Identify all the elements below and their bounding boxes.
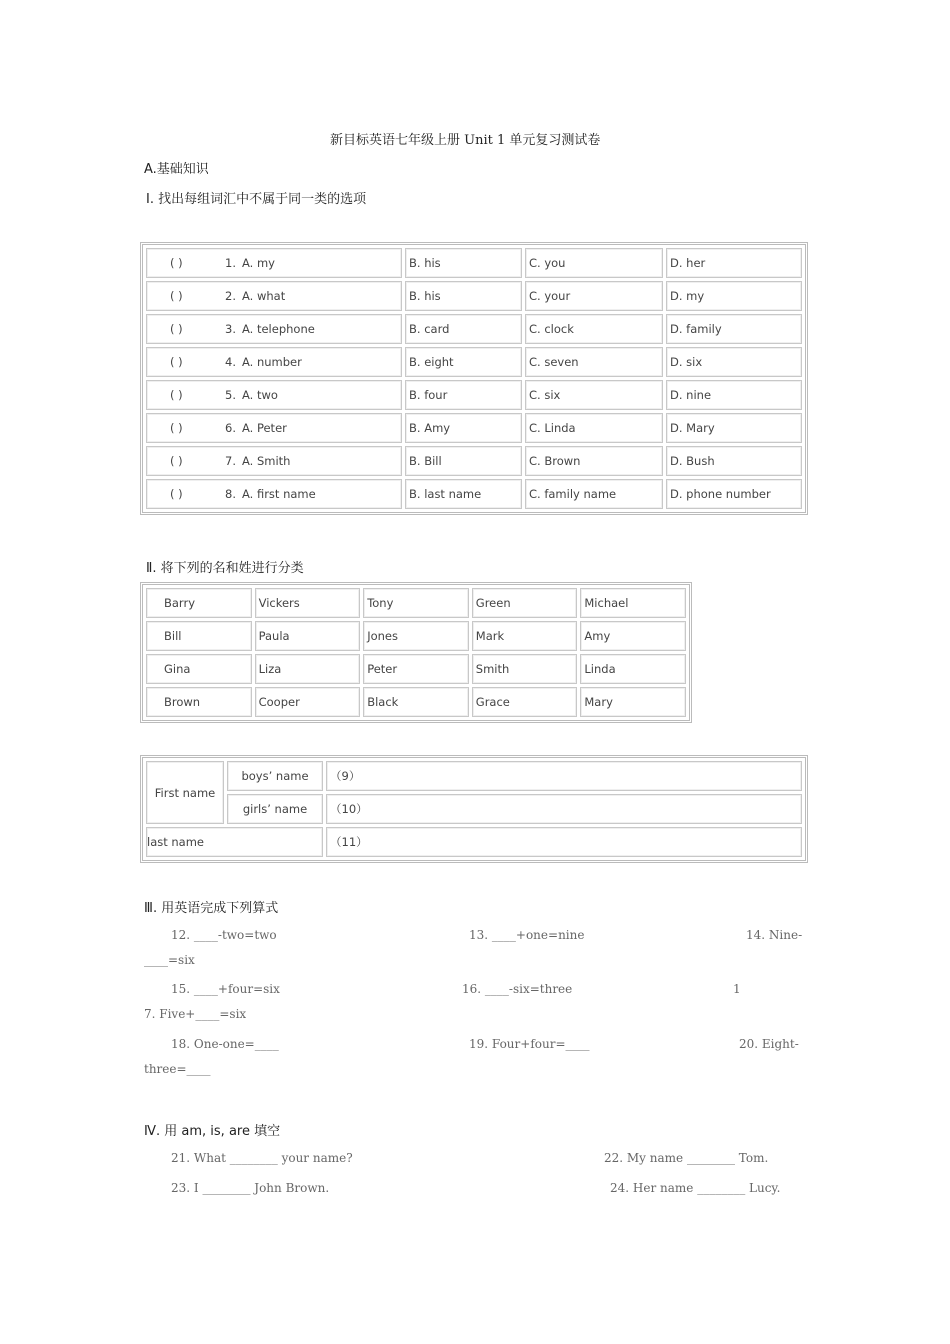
question-number: 6. [225, 421, 236, 435]
option-d: D. my [666, 281, 802, 311]
question-row [146, 314, 802, 344]
option-c: C. family name [525, 479, 663, 509]
option-a: A. number [241, 355, 302, 369]
answer-blank[interactable]: ( ) [170, 421, 183, 435]
section-1-heading: Ⅰ. 找出每组词汇中不属于同一类的选项 [146, 192, 367, 207]
option-a: A. Smith [241, 454, 291, 468]
question-19: 19. Four+four=____ [469, 1037, 590, 1051]
girls-name-label: girls’ name [227, 794, 323, 824]
question-row [146, 413, 802, 443]
question-number: 1. [225, 256, 236, 270]
question-cell [146, 413, 402, 443]
question-14: 14. Nine- [746, 928, 803, 942]
section-1-table [140, 242, 808, 515]
question-row [146, 479, 802, 509]
name-cell: Peter [363, 654, 469, 684]
name-cell: Bill [146, 621, 252, 651]
section-4-heading: Ⅳ. 用 am, is, are 填空 [144, 1124, 281, 1139]
question-15: 15. ____+four=six [171, 982, 280, 996]
question-20: 20. Eight- [739, 1037, 799, 1051]
name-cell: Vickers [255, 588, 361, 618]
name-cell: Liza [255, 654, 361, 684]
question-row [146, 446, 802, 476]
option-c: C. clock [525, 314, 663, 344]
names-row [146, 588, 686, 618]
option-d: D. her [666, 248, 802, 278]
question-13: 13. ____+one=nine [469, 928, 585, 942]
blank-11[interactable]: （11） [326, 827, 802, 857]
option-a: A. my [241, 256, 275, 270]
option-b: B. last name [405, 479, 522, 509]
question-18: 18. One-one=____ [171, 1037, 279, 1051]
question-23: 23. I ________ John Brown. [171, 1181, 330, 1195]
question-cell [146, 248, 402, 278]
option-b: B. four [405, 380, 522, 410]
question-cell [146, 347, 402, 377]
answer-blank[interactable]: ( ) [170, 355, 183, 369]
name-cell: Jones [363, 621, 469, 651]
question-cell [146, 314, 402, 344]
name-cell: Tony [363, 588, 469, 618]
name-cell: Smith [472, 654, 578, 684]
classify-table [140, 755, 808, 863]
question-row [146, 380, 802, 410]
names-row [146, 654, 686, 684]
option-a: A. first name [241, 487, 316, 501]
option-d: D. Mary [666, 413, 802, 443]
section-3-heading: Ⅲ. 用英语完成下列算式 [144, 901, 279, 916]
name-cell: Mark [472, 621, 578, 651]
option-c: C. your [525, 281, 663, 311]
name-cell: Brown [146, 687, 252, 717]
option-c: C. you [525, 248, 663, 278]
question-14-cont: ____=six [144, 953, 195, 967]
name-cell: Michael [580, 588, 686, 618]
option-b: B. his [405, 248, 522, 278]
question-21: 21. What ________ your name? [171, 1151, 353, 1165]
answer-blank[interactable]: ( ) [170, 322, 183, 336]
page-title: 新目标英语七年级上册 Unit 1 单元复习测试卷 [330, 133, 601, 148]
question-16: 16. ____-six=three [462, 982, 573, 996]
question-number: 3. [225, 322, 236, 336]
name-cell: Gina [146, 654, 252, 684]
name-cell: Mary [580, 687, 686, 717]
option-d: D. phone number [666, 479, 802, 509]
option-c: C. Linda [525, 413, 663, 443]
answer-blank[interactable]: ( ) [170, 487, 183, 501]
option-a: A. two [241, 388, 278, 402]
option-c: C. Brown [525, 446, 663, 476]
answer-blank[interactable]: ( ) [170, 454, 183, 468]
question-row [146, 248, 802, 278]
name-cell: Green [472, 588, 578, 618]
option-a: A. telephone [241, 322, 315, 336]
section-2-heading: Ⅱ. 将下列的名和姓进行分类 [146, 561, 304, 576]
names-table [140, 582, 692, 723]
question-number: 8. [225, 487, 236, 501]
question-number: 2. [225, 289, 236, 303]
blank-10[interactable]: （10） [326, 794, 802, 824]
question-22: 22. My name ________ Tom. [604, 1151, 769, 1165]
option-a: A. what [241, 289, 286, 303]
question-number: 7. [225, 454, 236, 468]
names-row [146, 687, 686, 717]
question-cell [146, 380, 402, 410]
name-cell: Amy [580, 621, 686, 651]
option-b: B. card [405, 314, 522, 344]
question-12: 12. ____-two=two [171, 928, 277, 942]
part-a-heading: A.基础知识 [144, 162, 209, 177]
option-d: D. Bush [666, 446, 802, 476]
question-20-cont: three=____ [144, 1062, 211, 1076]
question-number: 4. [225, 355, 236, 369]
question-row [146, 347, 802, 377]
option-b: B. eight [405, 347, 522, 377]
option-b: B. his [405, 281, 522, 311]
answer-blank[interactable]: ( ) [170, 256, 183, 270]
option-d: D. nine [666, 380, 802, 410]
question-row [146, 281, 802, 311]
option-d: D. family [666, 314, 802, 344]
name-cell: Paula [255, 621, 361, 651]
option-c: C. seven [525, 347, 663, 377]
boys-name-label: boys’ name [227, 761, 323, 791]
name-cell: Linda [580, 654, 686, 684]
name-cell: Cooper [255, 687, 361, 717]
question-cell [146, 446, 402, 476]
name-cell: Barry [146, 588, 252, 618]
names-row [146, 621, 686, 651]
question-cell [146, 479, 402, 509]
question-17-number: 1 [733, 982, 741, 996]
answer-blank[interactable]: ( ) [170, 388, 183, 402]
option-d: D. six [666, 347, 802, 377]
answer-blank[interactable]: ( ) [170, 289, 183, 303]
last-name-label: last name [146, 827, 323, 857]
name-cell: Black [363, 687, 469, 717]
name-cell: Grace [472, 687, 578, 717]
first-name-label: First name [146, 761, 224, 824]
question-24: 24. Her name ________ Lucy. [610, 1181, 781, 1195]
question-cell [146, 281, 402, 311]
option-b: B. Bill [405, 446, 522, 476]
option-c: C. six [525, 380, 663, 410]
option-b: B. Amy [405, 413, 522, 443]
question-17: 7. Five+____=six [144, 1007, 247, 1021]
option-a: A. Peter [241, 421, 287, 435]
question-number: 5. [225, 388, 236, 402]
blank-9[interactable]: （9） [326, 761, 802, 791]
